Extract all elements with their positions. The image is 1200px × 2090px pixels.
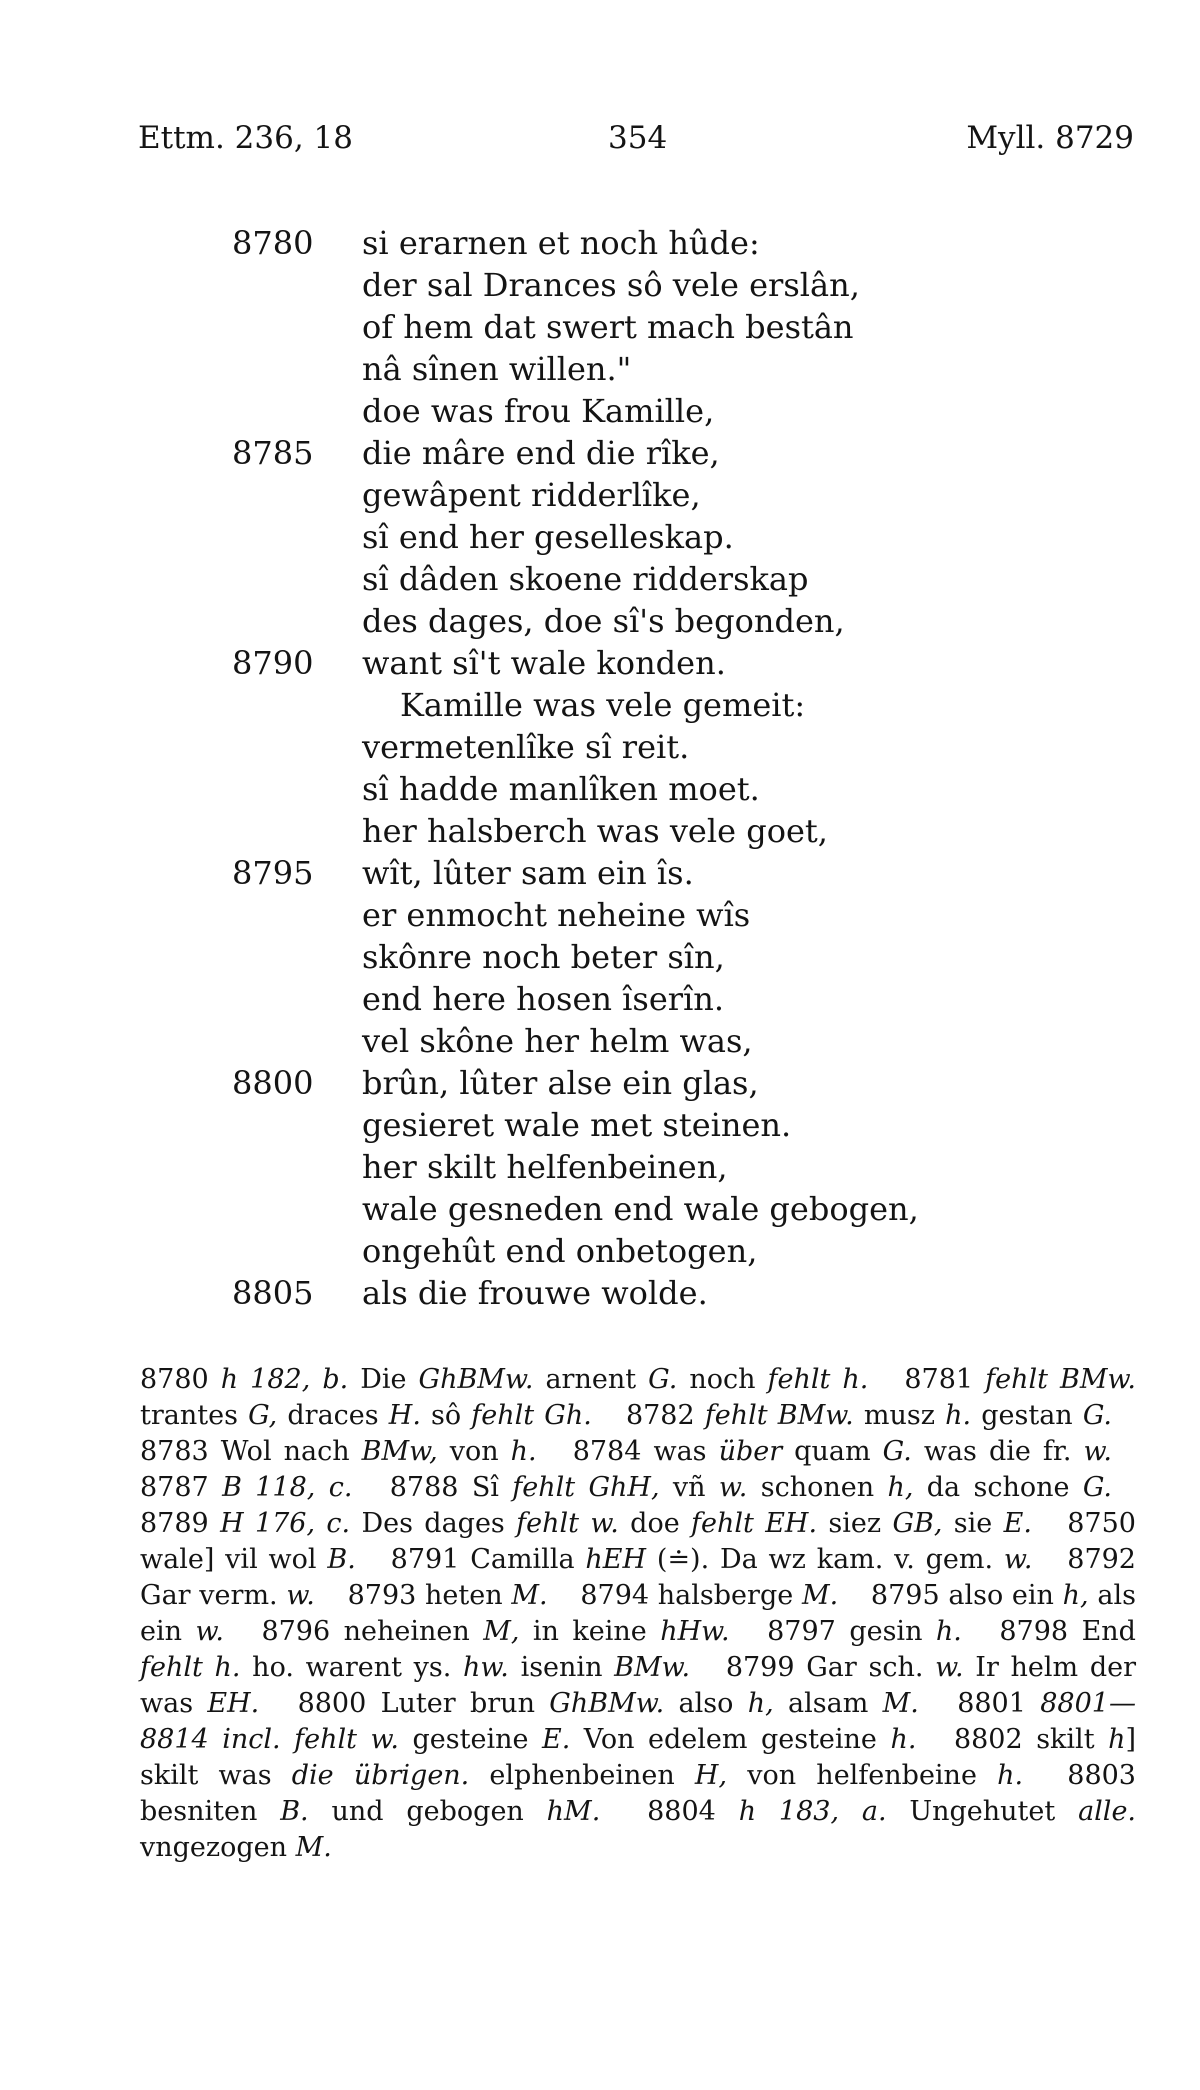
apparatus-reading: gesin (849, 1616, 936, 1647)
apparatus-reading: halsberge (657, 1580, 802, 1611)
verse-number: 8795 (232, 854, 314, 892)
apparatus-line-number: 8792 (1067, 1544, 1136, 1575)
apparatus-reading: noch (677, 1364, 768, 1395)
critical-apparatus (140, 1362, 1136, 1866)
verse-text-line: wale gesneden end wale gebogen, (362, 1190, 919, 1228)
apparatus-siglum: fehlt EH. (691, 1508, 818, 1539)
verse-line (0, 684, 1200, 726)
apparatus-line-number: 8780 (140, 1364, 209, 1395)
apparatus-siglum: B 118, c. (222, 1472, 353, 1503)
verse-line (0, 306, 1200, 348)
apparatus-reading: vngezogen (140, 1832, 296, 1863)
apparatus-entry (767, 1616, 962, 1647)
verse-line (0, 1272, 1200, 1314)
verse-text-line: vel skône her helm was, (362, 1022, 753, 1060)
apparatus-entry (140, 1364, 868, 1395)
verse-text-line: ongehût end onbetogen, (362, 1232, 758, 1270)
apparatus-line-number: 8796 (261, 1616, 331, 1647)
apparatus-reading: Ungehutet (886, 1796, 1079, 1827)
apparatus-line-number: 8787 (140, 1472, 209, 1503)
apparatus-siglum: M, (483, 1616, 520, 1647)
apparatus-entry (140, 1436, 537, 1467)
verse-line (0, 558, 1200, 600)
verse-text-line: der sal Drances sô vele erslân, (362, 266, 860, 304)
verse-line (0, 1020, 1200, 1062)
apparatus-reading: Des dages (350, 1508, 517, 1539)
verse-text-line: brûn, lûter alse ein glas, (362, 1064, 759, 1102)
apparatus-line-number: 8802 (953, 1724, 1023, 1755)
verse-text-line: Kamille was vele gemeit: (400, 686, 806, 724)
apparatus-reading: (≐). Da wz kam. v. gem. (646, 1544, 1004, 1575)
verse-text-line: doe was frou Kamille, (362, 392, 715, 430)
apparatus-line-number: 8801 (957, 1688, 1026, 1719)
apparatus-reading: skilt (1036, 1724, 1109, 1755)
verse-text-line: des dages, doe sî's begonden, (362, 602, 845, 640)
apparatus-siglum: H, (694, 1760, 728, 1791)
apparatus-reading: von (437, 1436, 511, 1467)
apparatus-siglum: h. (997, 1760, 1024, 1791)
apparatus-siglum: G, (248, 1400, 278, 1431)
apparatus-line-number: 8750 (1067, 1508, 1136, 1539)
apparatus-siglum: über (718, 1436, 783, 1467)
verse-text-line: si erarnen et noch hûde: (362, 224, 760, 262)
apparatus-line-number: 8798 (999, 1616, 1069, 1647)
apparatus-line-number: 8783 (140, 1436, 209, 1467)
apparatus-reading: vñ (659, 1472, 719, 1503)
apparatus-siglum: M. (882, 1688, 919, 1719)
apparatus-line-number: 8782 (625, 1400, 695, 1431)
apparatus-siglum: w. (195, 1616, 224, 1647)
apparatus-line-number: 8784 (572, 1436, 642, 1467)
apparatus-siglum: h 182, (220, 1364, 311, 1395)
header-right-reference: Myll. 8729 (966, 120, 1134, 156)
apparatus-reading: elphenbeinen (469, 1760, 695, 1791)
verse-text-line: er enmocht neheine wîs (362, 896, 751, 934)
apparatus-reading: arnent (533, 1364, 649, 1395)
verse-line (0, 474, 1200, 516)
apparatus-line-number: 8788 (389, 1472, 459, 1503)
apparatus-siglum: M. (295, 1832, 332, 1863)
apparatus-reading: und gebogen (308, 1796, 547, 1827)
verse-line (0, 768, 1200, 810)
apparatus-reading: von helfenbeine (727, 1760, 998, 1791)
apparatus-entry (626, 1400, 1112, 1431)
apparatus-siglum: w. (935, 1652, 964, 1683)
apparatus-reading: Sî (471, 1472, 513, 1503)
apparatus-siglum: M. (511, 1580, 548, 1611)
apparatus-reading: Luter brun (380, 1688, 550, 1719)
apparatus-reading: was (653, 1436, 719, 1467)
apparatus-reading: schonen (747, 1472, 888, 1503)
apparatus-siglum: w. (1083, 1436, 1112, 1467)
apparatus-reading: isenin (508, 1652, 615, 1683)
verse-text-line: sî hadde manlîken moet. (362, 770, 760, 808)
verse-line (0, 1062, 1200, 1104)
verse-text-line: of hem dat swert mach bestân (362, 308, 854, 346)
verse-line (0, 600, 1200, 642)
apparatus-reading: Gar sch. (806, 1652, 936, 1683)
apparatus-siglum: die übrigen. (291, 1760, 470, 1791)
apparatus-reading: End (1081, 1616, 1136, 1647)
verse-line (0, 810, 1200, 852)
apparatus-siglum: fehlt w. (516, 1508, 619, 1539)
verse-text-line: sî end her geselleskap. (362, 518, 734, 556)
apparatus-siglum: h. (510, 1436, 537, 1467)
apparatus-siglum: h, (747, 1688, 774, 1719)
verse-line (0, 1230, 1200, 1272)
apparatus-siglum: GhBMw. (549, 1688, 665, 1719)
apparatus-siglum: H 176, c. (220, 1508, 351, 1539)
verse-text-line: gesieret wale met steinen. (362, 1106, 792, 1144)
apparatus-siglum: h, (887, 1472, 914, 1503)
verse-text (0, 222, 1200, 1314)
apparatus-siglum: M. (801, 1580, 839, 1611)
apparatus-entry (298, 1688, 919, 1719)
apparatus-siglum: w. (286, 1580, 315, 1611)
verse-line (0, 222, 1200, 264)
verse-number: 8790 (232, 644, 314, 682)
apparatus-line-number: 8789 (140, 1508, 209, 1539)
apparatus-siglum: h, (1062, 1580, 1089, 1611)
verse-line (0, 432, 1200, 474)
verse-text-line: sî dâden skoene ridderskap (362, 560, 809, 598)
verse-line (0, 1146, 1200, 1188)
verse-line (0, 852, 1200, 894)
apparatus-line-number: 8793 (347, 1580, 417, 1611)
apparatus-line-number: 8799 (725, 1652, 795, 1683)
apparatus-reading (310, 1364, 322, 1395)
apparatus-reading: draces (277, 1400, 389, 1431)
verse-text-line: her halsberch was vele goet, (362, 812, 828, 850)
apparatus-reading: Die (348, 1364, 419, 1395)
apparatus-reading: in keine (519, 1616, 661, 1647)
apparatus-reading: Gar verm. (140, 1580, 287, 1611)
apparatus-reading: neheinen (343, 1616, 484, 1647)
apparatus-siglum: alle. (1078, 1796, 1137, 1827)
apparatus-siglum: w. (718, 1472, 748, 1503)
apparatus-reading: gesteine (398, 1724, 542, 1755)
apparatus-siglum: G. (1082, 1472, 1113, 1503)
apparatus-siglum: fehlt h. (767, 1364, 869, 1395)
apparatus-siglum: E. (541, 1724, 571, 1755)
apparatus-line-number: 8803 (1067, 1760, 1136, 1791)
running-header (138, 120, 1134, 160)
apparatus-reading: Ir helm der was (140, 1652, 1136, 1719)
apparatus-siglum: G. (648, 1364, 678, 1395)
apparatus-siglum: b. (322, 1364, 349, 1395)
verse-text-line: her skilt helfenbeinen, (362, 1148, 728, 1186)
apparatus-siglum: GB, (892, 1508, 943, 1539)
apparatus-siglum: fehlt Gh. (471, 1400, 592, 1431)
verse-text-line: nâ sînen willen." (362, 350, 632, 388)
apparatus-siglum: 8801—8814 incl. fehlt w. (140, 1688, 1136, 1755)
verse-line (0, 894, 1200, 936)
apparatus-entry (580, 1580, 838, 1611)
verse-line (0, 978, 1200, 1020)
apparatus-line-number: 8797 (767, 1616, 836, 1647)
verse-line (0, 348, 1200, 390)
apparatus-line-number: 8794 (580, 1580, 650, 1611)
apparatus-reading: doe (618, 1508, 692, 1539)
apparatus-reading: siez (817, 1508, 893, 1539)
verse-text-line: wît, lûter sam ein îs. (362, 854, 694, 892)
apparatus-reading: alsam (773, 1688, 883, 1719)
apparatus-line-number: 8800 (297, 1688, 367, 1719)
apparatus-siglum: BMw, (361, 1436, 438, 1467)
apparatus-reading: besniten (140, 1796, 281, 1827)
apparatus-reading: wale] vil wol (140, 1544, 328, 1575)
apparatus-siglum: hHw. (660, 1616, 730, 1647)
verse-line (0, 726, 1200, 768)
verse-line (0, 1188, 1200, 1230)
verse-line (0, 936, 1200, 978)
apparatus-reading: ] skilt was (140, 1724, 1136, 1791)
apparatus-siglum: w. (1003, 1544, 1033, 1575)
apparatus-line-number: 8791 (390, 1544, 460, 1575)
apparatus-line-number: 8781 (904, 1364, 974, 1395)
apparatus-entry (261, 1616, 729, 1647)
apparatus-reading: Von edelem gesteine (570, 1724, 891, 1755)
apparatus-reading: sie (942, 1508, 1004, 1539)
apparatus-line-number: 8804 (647, 1796, 716, 1827)
apparatus-reading: heten (425, 1580, 512, 1611)
apparatus-siglum: BMw. (614, 1652, 691, 1683)
apparatus-reading: also ein (948, 1580, 1063, 1611)
apparatus-reading: Wol nach (220, 1436, 362, 1467)
verse-number: 8800 (232, 1064, 314, 1102)
apparatus-entry (348, 1580, 548, 1611)
apparatus-siglum: hM. (546, 1796, 601, 1827)
apparatus-siglum: B. (280, 1796, 309, 1827)
apparatus-reading: quam (782, 1436, 883, 1467)
apparatus-siglum: h. (890, 1724, 917, 1755)
apparatus-siglum: G. (1082, 1400, 1113, 1431)
verse-text-line: gewâpent ridderlîke, (362, 476, 701, 514)
apparatus-reading: trantes (140, 1400, 249, 1431)
apparatus-siglum: fehlt h. (140, 1652, 241, 1683)
verse-number: 8780 (232, 224, 314, 262)
apparatus-reading: was die fr. (911, 1436, 1084, 1467)
verse-text-line: want sî't wale konden. (362, 644, 726, 682)
verse-text-line: vermetenlîke sî reit. (362, 728, 690, 766)
verse-text-line: als die frouwe wolde. (362, 1274, 708, 1312)
apparatus-reading: ho. warent ys. (240, 1652, 463, 1683)
verse-line (0, 516, 1200, 558)
apparatus-siglum: h 183, a. (738, 1796, 887, 1827)
apparatus-siglum: G. (882, 1436, 912, 1467)
apparatus-entry (390, 1472, 1112, 1503)
apparatus-reading: als ein (140, 1580, 1136, 1647)
apparatus-siglum: B. (327, 1544, 356, 1575)
apparatus-siglum: hw. (463, 1652, 509, 1683)
verse-line (0, 642, 1200, 684)
verse-line (0, 264, 1200, 306)
apparatus-reading: also (664, 1688, 748, 1719)
apparatus-siglum: hEH (585, 1544, 647, 1575)
verse-text-line: skônre noch beter sîn, (362, 938, 725, 976)
apparatus-entry (391, 1544, 1033, 1575)
apparatus-reading: Camilla (470, 1544, 586, 1575)
apparatus-siglum: H. (388, 1400, 421, 1431)
apparatus-siglum: fehlt GhH, (512, 1472, 660, 1503)
apparatus-siglum: E. (1003, 1508, 1032, 1539)
page-number: 354 (608, 120, 668, 156)
apparatus-siglum: h. (935, 1616, 962, 1647)
apparatus-reading: musz (853, 1400, 946, 1431)
apparatus-reading: da schone (913, 1472, 1083, 1503)
apparatus-reading: sô (420, 1400, 472, 1431)
apparatus-siglum: h. (945, 1400, 972, 1431)
apparatus-reading: gestan (971, 1400, 1083, 1431)
apparatus-entry (140, 1472, 352, 1503)
verse-text-line: die mâre end die rîke, (362, 434, 720, 472)
apparatus-entry (573, 1436, 1112, 1467)
apparatus-entry (140, 1508, 1032, 1539)
apparatus-siglum: fehlt BMw. (704, 1400, 854, 1431)
verse-line (0, 1104, 1200, 1146)
header-left-reference: Ettm. 236, 18 (138, 120, 353, 156)
apparatus-siglum: GhBMw. (418, 1364, 534, 1395)
apparatus-siglum: fehlt BMw. (985, 1364, 1136, 1395)
verse-text-line: end here hosen îserîn. (362, 980, 725, 1018)
apparatus-siglum: h (1108, 1724, 1126, 1755)
apparatus-siglum: EH. (207, 1688, 260, 1719)
verse-number: 8805 (232, 1274, 314, 1312)
verse-number: 8785 (232, 434, 314, 472)
verse-line (0, 390, 1200, 432)
apparatus-line-number: 8795 (870, 1580, 940, 1611)
